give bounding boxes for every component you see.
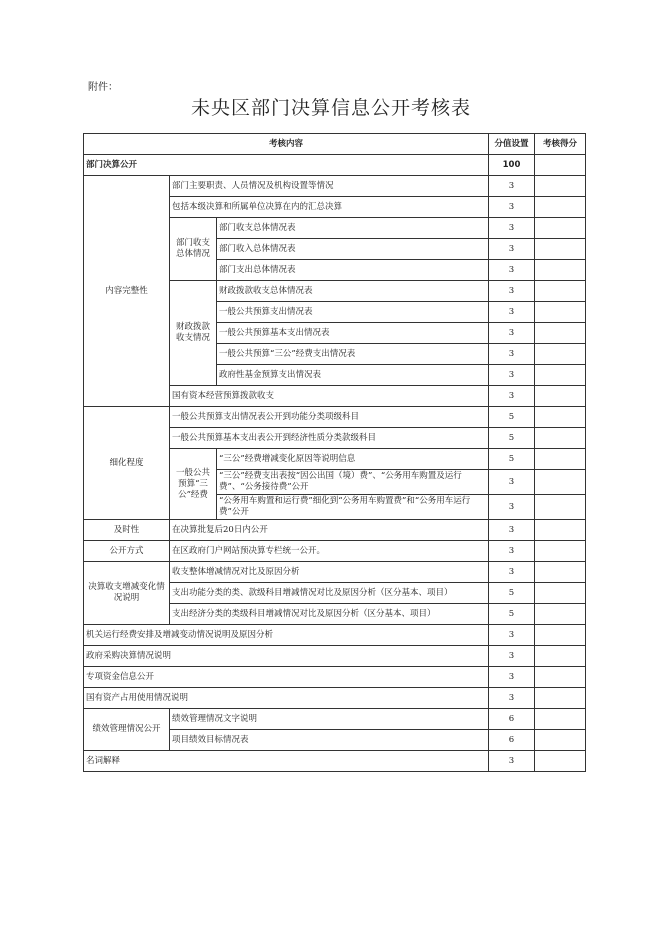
item-text: 项目绩效目标情况表	[170, 730, 489, 751]
item-text: 一般公共预算支出情况表	[217, 302, 489, 323]
item-text: 一般公共预算基本支出表公开到经济性质分类款级科目	[170, 428, 489, 449]
score-cell	[535, 709, 586, 730]
subgroup-general-budget: 一般公共预算“三公”经费	[170, 449, 217, 520]
item-score: 5	[489, 583, 535, 604]
item-text: 绩效管理情况文字说明	[170, 709, 489, 730]
score-cell	[535, 520, 586, 541]
item-text: 一般公共预算基本支出情况表	[217, 323, 489, 344]
item-text: 收支整体增减情况对比及原因分析	[170, 562, 489, 583]
item-score: 3	[489, 646, 535, 667]
section-score: 100	[489, 155, 535, 176]
item-score: 5	[489, 407, 535, 428]
score-cell	[535, 449, 586, 470]
score-cell	[535, 667, 586, 688]
item-text: 机关运行经费安排及增减变动情况说明及原因分析	[84, 625, 489, 646]
item-text: 一般公共预算支出情况表公开到功能分类项级科目	[170, 407, 489, 428]
item-text: 国有资本经营预算拨款收支	[170, 386, 489, 407]
item-score: 3	[489, 520, 535, 541]
item-text: 部门收支总体情况表	[217, 218, 489, 239]
item-score: 5	[489, 604, 535, 625]
item-text: 财政拨款收支总体情况表	[217, 281, 489, 302]
table-row	[84, 407, 586, 428]
item-score: 3	[489, 562, 535, 583]
group-explanation: 决算收支增减变化情况说明	[84, 562, 170, 625]
score-cell	[535, 730, 586, 751]
score-cell	[535, 495, 586, 520]
score-cell	[535, 323, 586, 344]
score-cell	[535, 604, 586, 625]
group-performance: 绩效管理情况公开	[84, 709, 170, 751]
table-row	[84, 667, 586, 688]
item-text: 政府性基金预算支出情况表	[217, 365, 489, 386]
table-row	[84, 709, 586, 730]
score-cell	[535, 281, 586, 302]
item-score: 5	[489, 449, 535, 470]
assessment-table	[83, 133, 586, 772]
group-detail: 细化程度	[84, 407, 170, 520]
score-cell	[535, 541, 586, 562]
table-header-row	[84, 134, 586, 155]
table-row	[84, 562, 586, 583]
score-cell	[535, 688, 586, 709]
page-title: 未央区部门决算信息公开考核表	[190, 97, 471, 119]
item-score: 3	[489, 495, 535, 520]
item-score: 3	[489, 281, 535, 302]
item-text: 国有资产占用使用情况说明	[84, 688, 489, 709]
item-text: 包括本级决算和所属单位决算在内的汇总决算	[170, 197, 489, 218]
score-cell	[535, 218, 586, 239]
item-text: 部门收入总体情况表	[217, 239, 489, 260]
header-score-setting: 分值设置	[489, 134, 535, 155]
score-cell	[535, 302, 586, 323]
score-cell	[535, 197, 586, 218]
score-cell	[535, 583, 586, 604]
score-cell	[535, 562, 586, 583]
score-cell	[535, 407, 586, 428]
item-score: 3	[489, 218, 535, 239]
score-cell	[535, 239, 586, 260]
item-text: 一般公共预算“三公”经费支出情况表	[217, 344, 489, 365]
score-cell	[535, 751, 586, 772]
item-score: 3	[489, 302, 535, 323]
item-score: 6	[489, 709, 535, 730]
score-cell	[535, 344, 586, 365]
table-row	[84, 520, 586, 541]
item-score: 3	[489, 625, 535, 646]
table-row	[84, 176, 586, 197]
table-row	[84, 688, 586, 709]
table-row	[84, 625, 586, 646]
subgroup-fiscal: 财政拨款收支情况	[170, 281, 217, 386]
subgroup-dept-total: 部门收支总体情况	[170, 218, 217, 281]
score-cell	[535, 428, 586, 449]
item-text: “三公”经费支出表按“因公出国（境）费”、“公务用车购置及运行费”、“公务接待费”公开	[217, 470, 489, 495]
item-text: 在区政府门户网站预决算专栏统一公开。	[170, 541, 489, 562]
score-cell	[535, 646, 586, 667]
item-score: 3	[489, 541, 535, 562]
item-score: 6	[489, 730, 535, 751]
item-score: 3	[489, 470, 535, 495]
section-row	[84, 155, 586, 176]
item-text: 专项资金信息公开	[84, 667, 489, 688]
group-timeliness: 及时性	[84, 520, 170, 541]
score-cell	[535, 176, 586, 197]
score-cell	[535, 386, 586, 407]
score-cell	[535, 625, 586, 646]
item-text: “公务用车购置和运行费”细化到“公务用车购置费”和“公务用车运行费”公开	[217, 495, 489, 520]
header-score-result: 考核得分	[535, 134, 586, 155]
group-completeness: 内容完整性	[84, 176, 170, 407]
item-score: 5	[489, 428, 535, 449]
group-method: 公开方式	[84, 541, 170, 562]
score-cell	[535, 260, 586, 281]
item-score: 3	[489, 688, 535, 709]
score-cell	[535, 155, 586, 176]
score-cell	[535, 470, 586, 495]
item-text: 部门支出总体情况表	[217, 260, 489, 281]
item-text: “三公”经费增减变化原因等说明信息	[217, 449, 489, 470]
item-text: 在决算批复后20日内公开	[170, 520, 489, 541]
item-score: 3	[489, 239, 535, 260]
item-text: 支出功能分类的类、款级科目增减情况对比及原因分析（区分基本、项目）	[170, 583, 489, 604]
item-text: 政府采购决算情况说明	[84, 646, 489, 667]
item-score: 3	[489, 197, 535, 218]
item-text: 部门主要职责、人员情况及机构设置等情况	[170, 176, 489, 197]
item-score: 3	[489, 323, 535, 344]
item-score: 3	[489, 176, 535, 197]
item-score: 3	[489, 344, 535, 365]
section-label: 部门决算公开	[84, 155, 489, 176]
item-score: 3	[489, 386, 535, 407]
attachment-label: 附件：	[88, 82, 118, 93]
table-row	[84, 646, 586, 667]
item-score: 3	[489, 260, 535, 281]
item-score: 3	[489, 751, 535, 772]
item-text: 支出经济分类的类级科目增减情况对比及原因分析（区分基本、项目）	[170, 604, 489, 625]
item-score: 3	[489, 365, 535, 386]
table-row	[84, 541, 586, 562]
score-cell	[535, 365, 586, 386]
header-content: 考核内容	[84, 134, 489, 155]
table-row	[84, 751, 586, 772]
item-text: 名词解释	[84, 751, 489, 772]
item-score: 3	[489, 667, 535, 688]
